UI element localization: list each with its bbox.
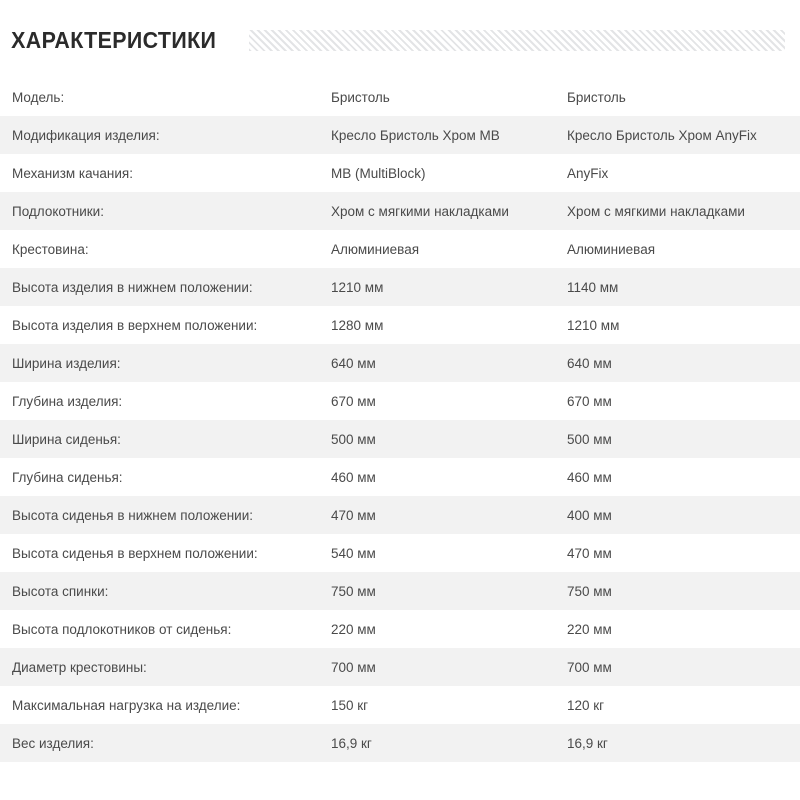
table-row xyxy=(0,382,800,420)
spec-label-cell: Глубина сиденья: xyxy=(12,469,123,485)
table-row xyxy=(0,534,800,572)
specifications-header xyxy=(0,18,800,62)
spec-value-cell-variant-b: 750 мм xyxy=(567,583,612,599)
spec-value-cell-variant-b: AnyFix xyxy=(567,165,609,181)
spec-value-cell-variant-a: 1280 мм xyxy=(331,317,384,333)
spec-value-cell-variant-a: 540 мм xyxy=(331,545,376,561)
spec-label-cell: Модель: xyxy=(12,89,65,105)
spec-label-cell: Высота сиденья в верхнем положении: xyxy=(12,545,258,561)
table-row xyxy=(0,686,800,724)
spec-value-cell-variant-b: 640 мм xyxy=(567,355,612,371)
header-stripe-decoration xyxy=(249,30,785,51)
spec-value-cell-variant-a: 460 мм xyxy=(331,469,376,485)
spec-value-cell-variant-a: 670 мм xyxy=(331,393,376,409)
spec-value-cell-variant-b: 1210 мм xyxy=(567,317,620,333)
spec-label-cell: Крестовина: xyxy=(12,241,89,257)
spec-value-cell-variant-b: 670 мм xyxy=(567,393,612,409)
spec-label-cell: Вес изделия: xyxy=(12,735,94,751)
spec-value-cell-variant-a: МВ (MultiBlock) xyxy=(331,165,426,181)
table-row xyxy=(0,458,800,496)
spec-value-cell-variant-b: 120 кг xyxy=(567,697,605,713)
spec-label-cell: Высота сиденья в нижнем положении: xyxy=(12,507,254,523)
spec-value-cell-variant-b: 16,9 кг xyxy=(567,735,608,751)
spec-label-cell: Высота изделия в нижнем положении: xyxy=(12,279,253,295)
spec-value-cell-variant-b: Алюминиевая xyxy=(567,241,656,257)
table-row xyxy=(0,230,800,268)
spec-value-cell-variant-b: 1140 мм xyxy=(567,279,619,295)
spec-value-cell-variant-a: 700 мм xyxy=(331,659,376,675)
spec-label-cell: Механизм качания: xyxy=(12,165,133,181)
spec-value-cell-variant-a: 1210 мм xyxy=(331,279,384,295)
table-row xyxy=(0,116,800,154)
spec-value-cell-variant-a: 470 мм xyxy=(331,507,376,523)
spec-value-cell-variant-a: 750 мм xyxy=(331,583,376,599)
table-row xyxy=(0,724,800,762)
spec-value-cell-variant-b: Кресло Бристоль Хром AnyFix xyxy=(567,127,757,143)
table-row xyxy=(0,344,800,382)
spec-value-cell-variant-b: 500 мм xyxy=(567,431,612,447)
spec-value-cell-variant-b: 700 мм xyxy=(567,659,612,675)
spec-value-cell-variant-a: 220 мм xyxy=(331,621,376,637)
table-row xyxy=(0,154,800,192)
table-row xyxy=(0,268,800,306)
table-row xyxy=(0,648,800,686)
page-title: ХАРАКТЕРИСТИКИ xyxy=(11,26,217,53)
specifications-table xyxy=(0,78,800,762)
spec-value-cell-variant-b: 470 мм xyxy=(567,545,612,561)
table-row xyxy=(0,78,800,116)
spec-value-cell-variant-b: Хром с мягкими накладками xyxy=(567,203,745,219)
spec-label-cell: Ширина изделия: xyxy=(12,355,121,371)
spec-label-cell: Высота подлокотников от сиденья: xyxy=(12,621,232,637)
spec-label-cell: Максимальная нагрузка на изделие: xyxy=(12,697,241,713)
table-row xyxy=(0,420,800,458)
spec-label-cell: Диаметр крестовины: xyxy=(12,659,147,675)
spec-value-cell-variant-a: Бристоль xyxy=(331,89,390,105)
spec-value-cell-variant-a: 500 мм xyxy=(331,431,376,447)
spec-label-cell: Высота спинки: xyxy=(12,583,109,599)
table-row xyxy=(0,496,800,534)
spec-label-cell: Модификация изделия: xyxy=(12,127,160,143)
spec-value-cell-variant-b: 460 мм xyxy=(567,469,612,485)
table-row xyxy=(0,610,800,648)
spec-value-cell-variant-a: 640 мм xyxy=(331,355,376,371)
spec-value-cell-variant-b: 220 мм xyxy=(567,621,612,637)
table-row xyxy=(0,572,800,610)
spec-value-cell-variant-a: Алюминиевая xyxy=(331,241,420,257)
spec-value-cell-variant-a: 150 кг xyxy=(331,697,369,713)
spec-value-cell-variant-b: 400 мм xyxy=(567,507,612,523)
spec-value-cell-variant-a: Хром с мягкими накладками xyxy=(331,203,509,219)
spec-label-cell: Подлокотники: xyxy=(12,203,104,219)
specifications-table-body xyxy=(0,78,800,762)
table-row xyxy=(0,306,800,344)
spec-label-cell: Глубина изделия: xyxy=(12,393,123,409)
spec-label-cell: Высота изделия в верхнем положении: xyxy=(12,317,258,333)
spec-value-cell-variant-b: Бристоль xyxy=(567,89,626,105)
spec-value-cell-variant-a: Кресло Бристоль Хром МВ xyxy=(331,127,500,143)
table-row xyxy=(0,192,800,230)
spec-value-cell-variant-a: 16,9 кг xyxy=(331,735,372,751)
spec-label-cell: Ширина сиденья: xyxy=(12,431,121,447)
